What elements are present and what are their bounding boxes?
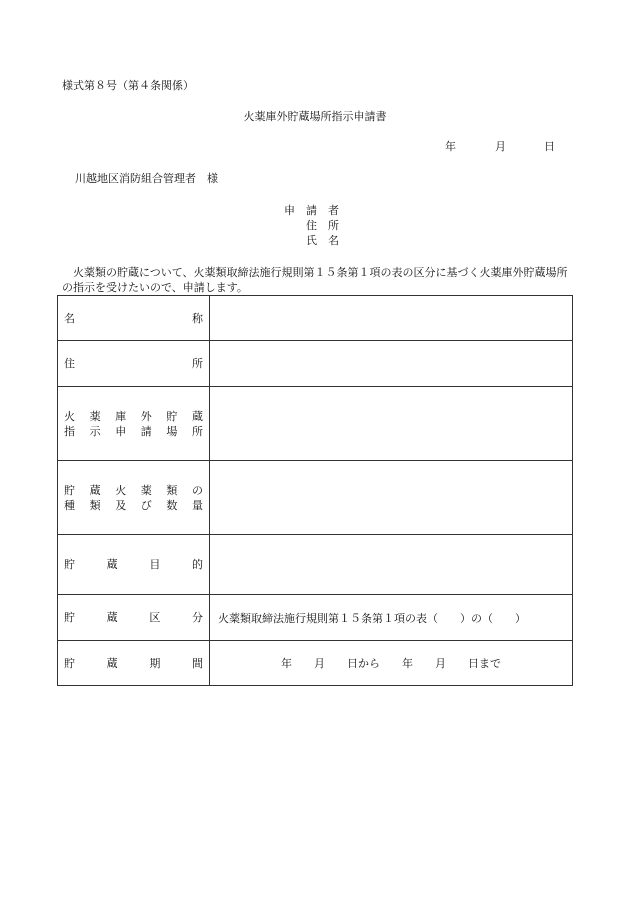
row-label-cell — [58, 595, 210, 641]
row-label-line: 住 所 — [64, 357, 203, 370]
body-text: 火薬類の貯蔵について、火薬類取締法施行規則第１５条第１項の表の区分に基づく火薬庫外貯蔵場所の指示を受けたいので、申請します。 — [62, 266, 568, 294]
table-row — [58, 387, 573, 461]
row-label-line: 貯 蔵 期 間 — [64, 656, 203, 670]
row-value-cell[interactable] — [210, 341, 573, 387]
addressee: 川越地区消防組合管理者 様 — [75, 172, 218, 185]
row-label-cell — [58, 535, 210, 595]
row-value-cell[interactable] — [210, 461, 573, 535]
date-month: 月 — [495, 140, 506, 153]
applicant-address-label: 住 所 — [306, 219, 339, 232]
row-value-cell[interactable] — [210, 296, 573, 341]
applicant-block — [284, 203, 339, 248]
row-label-line: 貯 蔵 火 薬 類 の — [64, 483, 203, 497]
row-label-line: 指 示 申 請 場 所 — [64, 424, 203, 438]
date-year: 年 — [445, 140, 456, 153]
table-row — [58, 341, 573, 387]
row-label-line: 種 類 及 び 数 量 — [64, 498, 203, 512]
application-table — [57, 295, 573, 686]
row-value-cell[interactable] — [210, 535, 573, 595]
date-day: 日 — [544, 140, 555, 153]
applicant-label: 申 請 者 — [284, 204, 339, 217]
row-label-cell — [58, 461, 210, 535]
row-label-line: 火 薬 庫 外 貯 蔵 — [64, 409, 203, 423]
table-row — [58, 641, 573, 686]
table-row — [58, 461, 573, 535]
row-label-line: 貯 蔵 区 分 — [64, 611, 203, 624]
row-label-line: 名 称 — [64, 311, 203, 325]
table-row — [58, 535, 573, 595]
document-title: 火薬庫外貯蔵場所指示申請書 — [243, 110, 387, 123]
row-label-cell — [58, 341, 210, 387]
row-label-line: 貯 蔵 目 的 — [64, 558, 203, 571]
row-label-cell — [58, 641, 210, 686]
applicant-name-label: 氏 名 — [306, 234, 339, 247]
row-value-cell[interactable]: 火薬類取締法施行規則第１５条第１項の表（ ）の（ ） — [210, 595, 573, 641]
row-label-cell — [58, 296, 210, 341]
table-row — [58, 296, 573, 341]
row-value-cell[interactable] — [210, 387, 573, 461]
form-number: 様式第８号（第４条関係） — [62, 79, 194, 92]
table-row — [58, 595, 573, 641]
row-value-cell[interactable]: 年 月 日から 年 月 日まで — [210, 641, 573, 686]
row-label-cell — [58, 387, 210, 461]
